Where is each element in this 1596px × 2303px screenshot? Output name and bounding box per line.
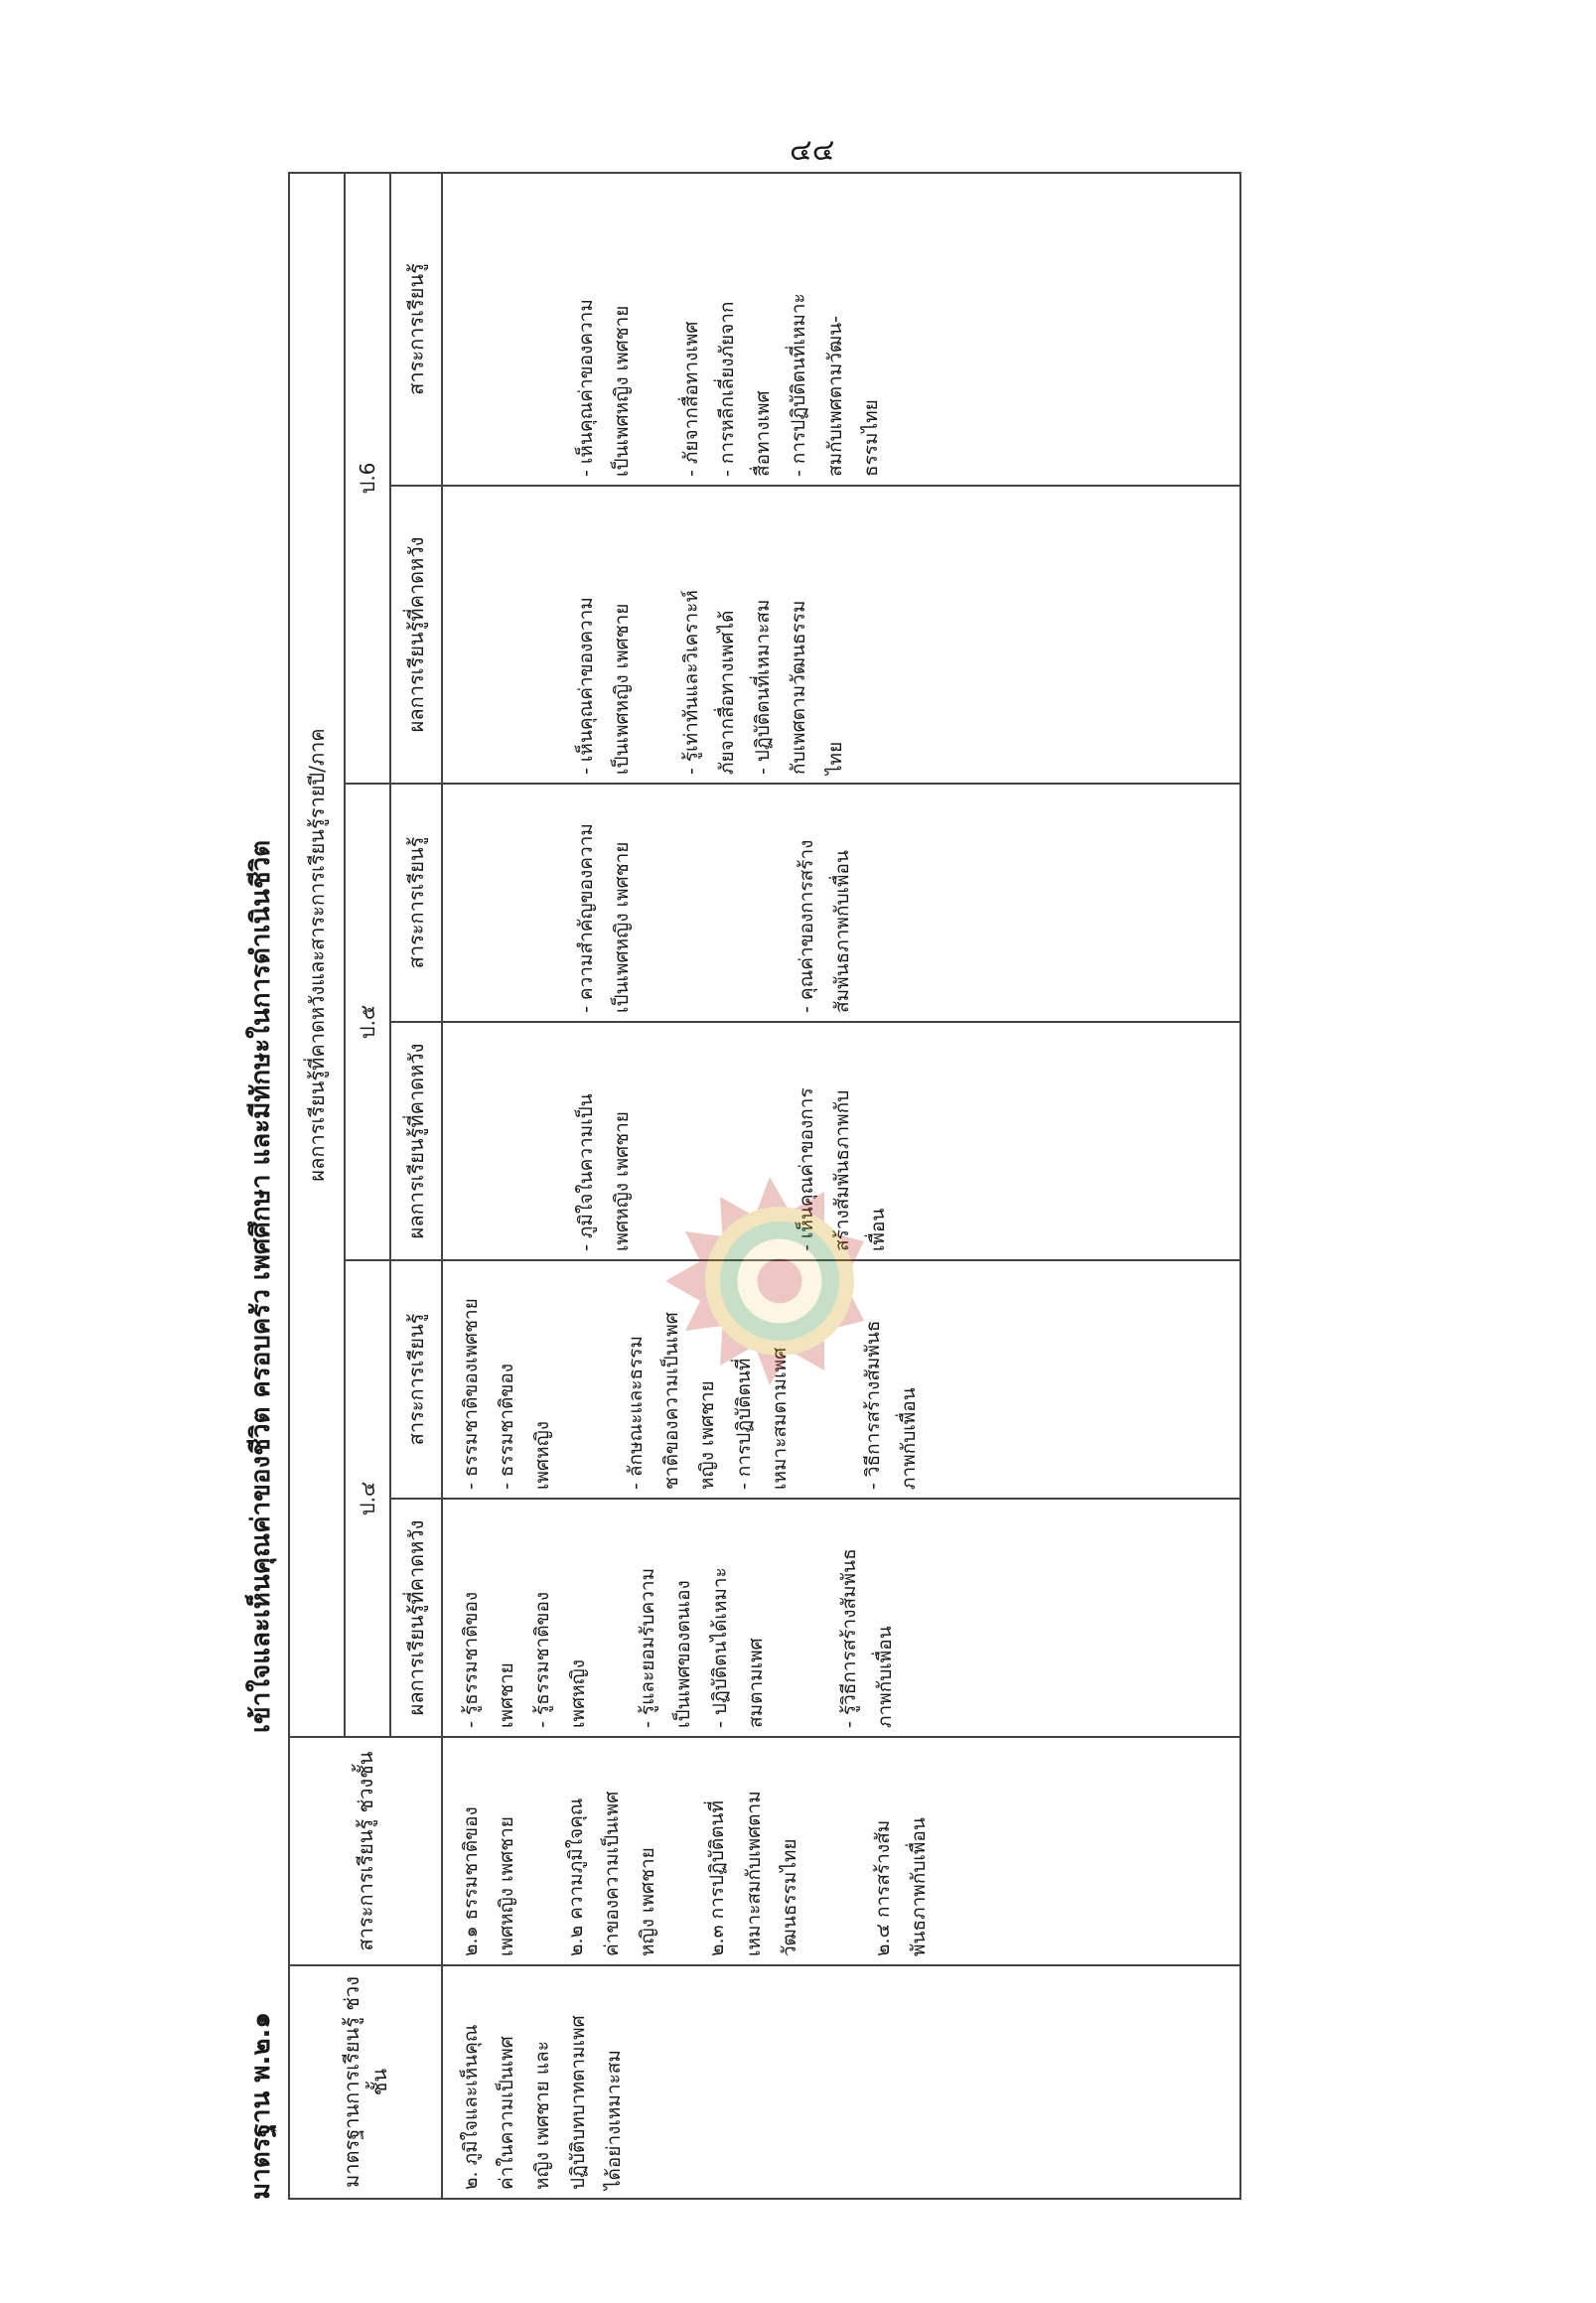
text-line: - การปฏิบัติตนที่เหมาะ bbox=[788, 293, 810, 477]
text-line: - ธรรมชาติของเพศชาย bbox=[460, 1298, 482, 1490]
text-line: หญิง เพศชาย bbox=[696, 1380, 719, 1490]
cell-p6-outcome bbox=[442, 486, 1240, 784]
text-line: - ความสำคัญของความ bbox=[575, 823, 597, 1013]
text-line: - การปฏิบัติตนที่ bbox=[732, 1358, 755, 1490]
cell-p6-content bbox=[442, 173, 1240, 486]
text-line: - ธรรมชาติของ bbox=[496, 1363, 518, 1490]
text-line: พันธภาพกับเพื่อน bbox=[907, 1817, 930, 1956]
header-p6-content: สาระการเรียนรู้ bbox=[390, 173, 442, 486]
text-line: เพศชาย bbox=[496, 1662, 518, 1728]
text-line: เพื่อน bbox=[867, 1208, 890, 1251]
text-line: - รู้และยอมรับความ bbox=[637, 1567, 659, 1728]
header-grade-6: ป.6 bbox=[345, 173, 390, 784]
text-line: เพศหญิง bbox=[531, 1420, 554, 1490]
text-line: - เห็นคุณค่าของความ bbox=[575, 597, 597, 775]
page-number: ๔๔ bbox=[790, 133, 835, 168]
header-grade-4: ป.๔ bbox=[345, 1260, 390, 1737]
header-p4-content: สาระการเรียนรู้ bbox=[390, 1260, 442, 1499]
header-content: สาระการเรียนรู้ ช่วงชั้น bbox=[289, 1737, 442, 1965]
standard-title: เข้าใจและเห็นคุณค่าของชีวิต ครอบครัว เพศศึกษา และมีทักษะในการดำเนินชีวิต bbox=[246, 839, 276, 1733]
cell-p5-content bbox=[442, 784, 1240, 1022]
header-group: ผลการเรียนรู้ที่คาดหวังและสาระการเรียนรู้รายปี/ภาค bbox=[289, 173, 345, 1737]
rotated-page-content bbox=[218, 174, 1261, 2200]
text-line: เป็นเพศหญิง เพศชาย bbox=[611, 603, 634, 775]
cell-standard bbox=[442, 1965, 1240, 2199]
header-p6-outcome: ผลการเรียนรู้ที่คาดหวัง bbox=[390, 486, 442, 784]
cell-p4-outcome bbox=[442, 1499, 1240, 1737]
text-line: เป็นเพศของตนเอง bbox=[672, 1580, 695, 1728]
text-line: ภาพกับเพื่อน bbox=[897, 1387, 920, 1490]
text-line: ไทย bbox=[823, 741, 846, 775]
text-line: ชาติของความเป็นเพศ bbox=[660, 1312, 683, 1490]
header-standard: มาตรฐานการเรียนรู้ ช่วงชั้น bbox=[289, 1965, 442, 2199]
text-line: ปฏิบัติบทบาทตามเพศ bbox=[567, 2015, 590, 2190]
text-line: - รู้เท่าทันและวิเคราะห์ bbox=[680, 590, 703, 775]
text-line: - วิธีการสร้างสัมพันธ bbox=[861, 1320, 884, 1490]
text-line: สื่อทางเพศ bbox=[752, 390, 775, 477]
header-p4-outcome: ผลการเรียนรู้ที่คาดหวัง bbox=[390, 1499, 442, 1737]
text-line: - ภัยจากสื่อทางเพศ bbox=[680, 321, 703, 477]
text-line: เพศหญิง เพศชาย bbox=[496, 1816, 518, 1956]
text-line: สัมพันธภาพกับเพื่อน bbox=[831, 850, 854, 1013]
text-line: ธรรมไทย bbox=[859, 399, 882, 477]
text-line: ๒.๔ การสร้างสัม bbox=[871, 1819, 894, 1956]
text-line: - รู้ธรรมชาติของ bbox=[531, 1591, 554, 1728]
cell-content bbox=[442, 1737, 1240, 1965]
text-line: - เห็นคุณค่าของการ bbox=[796, 1087, 818, 1251]
text-line: ค่าของความเป็นเพศ bbox=[601, 1791, 624, 1956]
text-line: เหมาะสมกับเพศตาม bbox=[742, 1791, 765, 1956]
text-line: - ภูมิใจในความเป็น bbox=[575, 1093, 597, 1251]
text-line: เพศหญิง เพศชาย bbox=[611, 1111, 634, 1251]
text-line: ภัยจากสื่อทางเพศได้ bbox=[716, 610, 739, 775]
text-line: - ปฏิบัติตนที่เหมาะสม bbox=[752, 599, 775, 775]
text-line: - การหลีกเลี่ยงภัยจาก bbox=[716, 301, 739, 477]
text-line: ๒.๒ ความภูมิใจคุณ bbox=[565, 1798, 588, 1956]
text-line: หญิง เพศชาย และ bbox=[531, 2041, 554, 2190]
text-line: ได้อย่างเหมาะสม bbox=[603, 2050, 626, 2190]
header-p5-outcome: ผลการเรียนรู้ที่คาดหวัง bbox=[390, 1022, 442, 1260]
text-line: เป็นเพศหญิง เพศชาย bbox=[611, 305, 634, 477]
text-line: - รู้ธรรมชาติของ bbox=[460, 1591, 482, 1728]
text-line: หญิง เพศชาย bbox=[637, 1847, 659, 1956]
text-line: ๒. ภูมิใจและเห็นคุณ bbox=[460, 2024, 482, 2190]
text-line: เป็นเพศหญิง เพศชาย bbox=[611, 841, 634, 1013]
text-line: ภาพกับเพื่อน bbox=[873, 1626, 896, 1728]
text-line: - รู้วิธีการสร้างสัมพันธ bbox=[837, 1548, 860, 1728]
text-line: เหมาะสมตามเพศ bbox=[768, 1347, 791, 1490]
text-line: สมกับเพศตามวัฒน- bbox=[823, 316, 846, 477]
text-line: - ลักษณะและธรรม bbox=[625, 1335, 648, 1490]
text-line: - ปฏิบัติตนได้เหมาะ bbox=[708, 1567, 731, 1728]
text-line: วัฒนธรรมไทย bbox=[778, 1838, 800, 1956]
text-line: ๒.๑ ธรรมชาติของ bbox=[460, 1806, 482, 1956]
text-line: สร้างสัมพันธภาพกับ bbox=[831, 1089, 854, 1251]
text-line: เพศหญิง bbox=[567, 1658, 590, 1728]
text-line: ๒.๓ การปฏิบัติตนที่ bbox=[706, 1799, 729, 1956]
text-line: ค่าในความเป็นเพศ bbox=[496, 2036, 518, 2190]
standard-header bbox=[218, 174, 298, 2200]
text-line: สมตามเพศ bbox=[744, 1638, 767, 1728]
watermark-seal-icon bbox=[655, 1157, 904, 1405]
text-line: - คุณค่าของการสร้าง bbox=[796, 839, 818, 1013]
header-grade-5: ป.๕ bbox=[345, 784, 390, 1260]
header-p5-content: สาระการเรียนรู้ bbox=[390, 784, 442, 1022]
text-line: กับเพศตามวัฒนธรรม bbox=[788, 600, 810, 775]
text-line: - เห็นคุณค่าของความ bbox=[575, 299, 597, 477]
standard-code: มาตรฐาน พ.๒.๑ bbox=[246, 2012, 276, 2200]
